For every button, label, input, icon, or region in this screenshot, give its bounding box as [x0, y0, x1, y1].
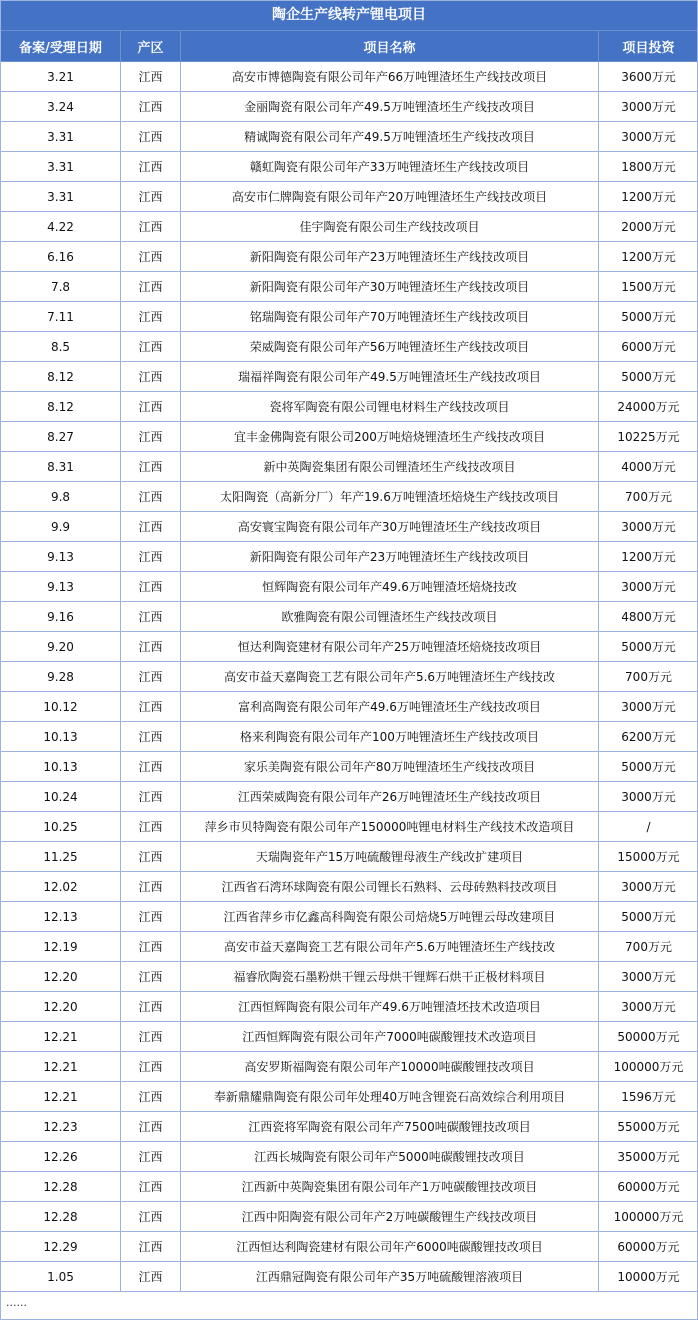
table-row: [1, 362, 698, 392]
cell-investment: 3000万元: [599, 512, 698, 542]
cell-region: 江西: [121, 1082, 181, 1112]
cell-date: 3.21: [1, 62, 121, 92]
cell-date: 8.31: [1, 452, 121, 482]
cell-date: 7.11: [1, 302, 121, 332]
cell-project-name: 江西瓷将军陶瓷有限公司年产7500吨碳酸锂技改项目: [181, 1112, 599, 1142]
cell-project-name: 瓷将军陶瓷有限公司锂电材料生产线技改项目: [181, 392, 599, 422]
cell-investment: 1800万元: [599, 152, 698, 182]
cell-date: 12.28: [1, 1172, 121, 1202]
table-row: [1, 782, 698, 812]
table-row: [1, 1112, 698, 1142]
cell-project-name: 恒达利陶瓷建材有限公司年产25万吨锂渣坯焙烧技改项目: [181, 632, 599, 662]
cell-investment: 1200万元: [599, 242, 698, 272]
table-title: 陶企生产线转产锂电项目: [0, 0, 698, 30]
cell-region: 江西: [121, 842, 181, 872]
table-row: [1, 512, 698, 542]
cell-region: 江西: [121, 302, 181, 332]
table-row: [1, 1142, 698, 1172]
table-row: [1, 572, 698, 602]
cell-project-name: 新阳陶瓷有限公司年产23万吨锂渣坯生产线技改项目: [181, 542, 599, 572]
table-row: [1, 932, 698, 962]
cell-project-name: 瑞福祥陶瓷有限公司年产49.5万吨锂渣坯生产线技改项目: [181, 362, 599, 392]
cell-date: 3.31: [1, 152, 121, 182]
cell-region: 江西: [121, 662, 181, 692]
cell-date: 12.28: [1, 1202, 121, 1232]
cell-region: 江西: [121, 122, 181, 152]
cell-project-name: 江西恒达利陶瓷建材有限公司年产6000吨碳酸锂技改项目: [181, 1232, 599, 1262]
cell-date: 12.21: [1, 1052, 121, 1082]
cell-project-name: 江西省石湾环球陶瓷有限公司锂长石熟料、云母砖熟料技改项目: [181, 872, 599, 902]
cell-region: 江西: [121, 1262, 181, 1292]
cell-investment: 50000万元: [599, 1022, 698, 1052]
cell-investment: 3000万元: [599, 692, 698, 722]
cell-investment: 60000万元: [599, 1232, 698, 1262]
cell-project-name: 家乐美陶瓷有限公司年产80万吨锂渣坯生产线技改项目: [181, 752, 599, 782]
table-row: [1, 1022, 698, 1052]
table-row: [1, 92, 698, 122]
cell-investment: 24000万元: [599, 392, 698, 422]
cell-investment: 3000万元: [599, 572, 698, 602]
cell-region: 江西: [121, 212, 181, 242]
table-row: [1, 422, 698, 452]
cell-region: 江西: [121, 602, 181, 632]
cell-date: 9.16: [1, 602, 121, 632]
cell-date: 9.20: [1, 632, 121, 662]
cell-project-name: 高安市益天嘉陶瓷工艺有限公司年产5.6万吨锂渣坯生产线技改: [181, 932, 599, 962]
table-row: [1, 992, 698, 1022]
table-row: [1, 872, 698, 902]
cell-project-name: 新中英陶瓷集团有限公司锂渣坯生产线技改项目: [181, 452, 599, 482]
table-row: [1, 182, 698, 212]
cell-project-name: 福睿欣陶瓷石墨粉烘干锂云母烘干锂辉石烘干正极材料项目: [181, 962, 599, 992]
cell-region: 江西: [121, 1052, 181, 1082]
cell-date: 12.20: [1, 962, 121, 992]
cell-investment: 3000万元: [599, 872, 698, 902]
cell-project-name: 江西中阳陶瓷有限公司年产2万吨碳酸锂生产线技改项目: [181, 1202, 599, 1232]
cell-region: 江西: [121, 572, 181, 602]
table-row: [1, 1082, 698, 1112]
cell-region: 江西: [121, 362, 181, 392]
cell-date: 10.25: [1, 812, 121, 842]
cell-investment: 5000万元: [599, 302, 698, 332]
projects-table: [0, 30, 698, 1292]
table-row: [1, 452, 698, 482]
cell-project-name: 江西恒辉陶瓷有限公司年产7000吨碳酸锂技术改造项目: [181, 1022, 599, 1052]
cell-date: 11.25: [1, 842, 121, 872]
cell-project-name: 高安寰宝陶瓷有限公司年产30万吨锂渣坯生产线技改项目: [181, 512, 599, 542]
cell-region: 江西: [121, 932, 181, 962]
cell-date: 3.24: [1, 92, 121, 122]
table-row: [1, 392, 698, 422]
cell-region: 江西: [121, 632, 181, 662]
table-row: [1, 1052, 698, 1082]
cell-date: 12.13: [1, 902, 121, 932]
cell-project-name: 高安市仁牌陶瓷有限公司年产20万吨锂渣坯生产线技改项目: [181, 182, 599, 212]
cell-investment: 6000万元: [599, 332, 698, 362]
cell-investment: 15000万元: [599, 842, 698, 872]
cell-project-name: 新阳陶瓷有限公司年产30万吨锂渣坯生产线技改项目: [181, 272, 599, 302]
cell-investment: 1200万元: [599, 182, 698, 212]
cell-investment: 1596万元: [599, 1082, 698, 1112]
cell-date: 1.05: [1, 1262, 121, 1292]
cell-region: 江西: [121, 272, 181, 302]
cell-investment: 3000万元: [599, 92, 698, 122]
cell-date: 8.12: [1, 392, 121, 422]
cell-project-name: 高安罗斯福陶瓷有限公司年产10000吨碳酸锂技改项目: [181, 1052, 599, 1082]
table-row: [1, 242, 698, 272]
cell-date: 12.02: [1, 872, 121, 902]
header-investment: 项目投资: [599, 31, 698, 62]
cell-region: 江西: [121, 1172, 181, 1202]
cell-date: 8.27: [1, 422, 121, 452]
cell-region: 江西: [121, 422, 181, 452]
cell-project-name: 天瑞陶瓷年产15万吨硫酸锂母液生产线改扩建项目: [181, 842, 599, 872]
cell-project-name: 格来利陶瓷有限公司年产100万吨锂渣坯生产线技改项目: [181, 722, 599, 752]
header-row: [1, 31, 698, 62]
cell-region: 江西: [121, 752, 181, 782]
cell-project-name: 恒辉陶瓷有限公司年产49.6万吨锂渣坯焙烧技改: [181, 572, 599, 602]
cell-region: 江西: [121, 812, 181, 842]
cell-date: 10.13: [1, 722, 121, 752]
cell-investment: 4000万元: [599, 452, 698, 482]
table-row: [1, 1262, 698, 1292]
table-row: [1, 1202, 698, 1232]
cell-date: 12.26: [1, 1142, 121, 1172]
cell-project-name: 铭瑞陶瓷有限公司年产70万吨锂渣坯生产线技改项目: [181, 302, 599, 332]
cell-date: 12.21: [1, 1082, 121, 1112]
cell-date: 9.13: [1, 572, 121, 602]
cell-date: 9.8: [1, 482, 121, 512]
cell-region: 江西: [121, 92, 181, 122]
table-row: [1, 692, 698, 722]
table-row: [1, 602, 698, 632]
cell-project-name: 宜丰金佛陶瓷有限公司200万吨焙烧锂渣坯生产线技改项目: [181, 422, 599, 452]
cell-project-name: 江西荣威陶瓷有限公司年产26万吨锂渣坯生产线技改项目: [181, 782, 599, 812]
cell-investment: 3000万元: [599, 122, 698, 152]
cell-investment: 35000万元: [599, 1142, 698, 1172]
cell-date: 10.12: [1, 692, 121, 722]
cell-investment: 10225万元: [599, 422, 698, 452]
cell-project-name: 高安市益天嘉陶瓷工艺有限公司年产5.6万吨锂渣坯生产线技改: [181, 662, 599, 692]
cell-region: 江西: [121, 902, 181, 932]
cell-investment: 700万元: [599, 662, 698, 692]
table-row: [1, 332, 698, 362]
cell-project-name: 太阳陶瓷（高新分厂）年产19.6万吨锂渣坯焙烧生产线技改项目: [181, 482, 599, 512]
cell-project-name: 精诚陶瓷有限公司年产49.5万吨锂渣坯生产线技改项目: [181, 122, 599, 152]
header-date: 备案/受理日期: [1, 31, 121, 62]
cell-investment: 3000万元: [599, 962, 698, 992]
cell-project-name: 赣虹陶瓷有限公司年产33万吨锂渣坯生产线技改项目: [181, 152, 599, 182]
cell-investment: 700万元: [599, 482, 698, 512]
table-row: [1, 302, 698, 332]
cell-project-name: 佳宇陶瓷有限公司生产线技改项目: [181, 212, 599, 242]
cell-region: 江西: [121, 482, 181, 512]
table-row: [1, 272, 698, 302]
cell-date: 3.31: [1, 122, 121, 152]
cell-date: 8.5: [1, 332, 121, 362]
table-row: [1, 722, 698, 752]
cell-region: 江西: [121, 1112, 181, 1142]
cell-date: 3.31: [1, 182, 121, 212]
cell-investment: 100000万元: [599, 1052, 698, 1082]
cell-region: 江西: [121, 992, 181, 1022]
cell-date: 9.28: [1, 662, 121, 692]
cell-investment: 4800万元: [599, 602, 698, 632]
cell-date: 9.13: [1, 542, 121, 572]
more-rows-ellipsis: ......: [6, 1296, 27, 1309]
table-body: [1, 62, 698, 1292]
cell-investment: 5000万元: [599, 752, 698, 782]
cell-investment: 5000万元: [599, 362, 698, 392]
cell-investment: 3000万元: [599, 782, 698, 812]
table-row: [1, 212, 698, 242]
cell-region: 江西: [121, 962, 181, 992]
cell-region: 江西: [121, 392, 181, 422]
table-row: [1, 632, 698, 662]
cell-investment: 5000万元: [599, 902, 698, 932]
header-region: 产区: [121, 31, 181, 62]
cell-date: 6.16: [1, 242, 121, 272]
cell-region: 江西: [121, 152, 181, 182]
table-row: [1, 842, 698, 872]
cell-date: 12.21: [1, 1022, 121, 1052]
table-row: [1, 1172, 698, 1202]
cell-region: 江西: [121, 1202, 181, 1232]
cell-project-name: 欧雅陶瓷有限公司锂渣坯生产线技改项目: [181, 602, 599, 632]
cell-date: 10.13: [1, 752, 121, 782]
cell-investment: 2000万元: [599, 212, 698, 242]
cell-region: 江西: [121, 692, 181, 722]
cell-date: 12.19: [1, 932, 121, 962]
cell-date: 7.8: [1, 272, 121, 302]
cell-region: 江西: [121, 542, 181, 572]
cell-date: 10.24: [1, 782, 121, 812]
table-row: [1, 1232, 698, 1262]
cell-date: 8.12: [1, 362, 121, 392]
table-row: [1, 482, 698, 512]
cell-region: 江西: [121, 1142, 181, 1172]
cell-investment: 55000万元: [599, 1112, 698, 1142]
cell-project-name: 江西恒辉陶瓷有限公司年产49.6万吨锂渣坯技术改造项目: [181, 992, 599, 1022]
header-project-name: 项目名称: [181, 31, 599, 62]
cell-date: 4.22: [1, 212, 121, 242]
cell-project-name: 富利高陶瓷有限公司年产49.6万吨锂渣坯生产线技改项目: [181, 692, 599, 722]
cell-region: 江西: [121, 242, 181, 272]
cell-date: 9.9: [1, 512, 121, 542]
table-row: [1, 962, 698, 992]
cell-investment: 60000万元: [599, 1172, 698, 1202]
cell-project-name: 新阳陶瓷有限公司年产23万吨锂渣坯生产线技改项目: [181, 242, 599, 272]
cell-project-name: 江西长城陶瓷有限公司年产5000吨碳酸锂技改项目: [181, 1142, 599, 1172]
cell-region: 江西: [121, 452, 181, 482]
table-row: [1, 902, 698, 932]
cell-region: 江西: [121, 782, 181, 812]
table-row: [1, 812, 698, 842]
cell-investment: /: [599, 812, 698, 842]
cell-region: 江西: [121, 332, 181, 362]
cell-project-name: 奉新鼎耀鼎陶瓷有限公司年处理40万吨含锂瓷石高效综合利用项目: [181, 1082, 599, 1112]
cell-date: 12.20: [1, 992, 121, 1022]
table-row: [1, 542, 698, 572]
cell-investment: 3600万元: [599, 62, 698, 92]
table-row: [1, 62, 698, 92]
cell-date: 12.23: [1, 1112, 121, 1142]
cell-date: 12.29: [1, 1232, 121, 1262]
cell-project-name: 江西省萍乡市亿鑫高科陶瓷有限公司焙烧5万吨锂云母改建项目: [181, 902, 599, 932]
table-row: [1, 152, 698, 182]
cell-project-name: 荣威陶瓷有限公司年产56万吨锂渣坯生产线技改项目: [181, 332, 599, 362]
cell-project-name: 金丽陶瓷有限公司年产49.5万吨锂渣坯生产线技改项目: [181, 92, 599, 122]
cell-investment: 10000万元: [599, 1262, 698, 1292]
table-row: [1, 752, 698, 782]
cell-investment: 700万元: [599, 932, 698, 962]
cell-region: 江西: [121, 1022, 181, 1052]
cell-investment: 5000万元: [599, 632, 698, 662]
cell-region: 江西: [121, 1232, 181, 1262]
cell-region: 江西: [121, 722, 181, 752]
cell-investment: 6200万元: [599, 722, 698, 752]
cell-project-name: 江西鼎冠陶瓷有限公司年产35万吨硫酸锂溶液项目: [181, 1262, 599, 1292]
cell-investment: 1500万元: [599, 272, 698, 302]
cell-region: 江西: [121, 872, 181, 902]
cell-project-name: 萍乡市贝特陶瓷有限公司年产150000吨锂电材料生产线技术改造项目: [181, 812, 599, 842]
cell-project-name: 高安市博德陶瓷有限公司年产66万吨锂渣坯生产线技改项目: [181, 62, 599, 92]
table-row: [1, 662, 698, 692]
cell-investment: 100000万元: [599, 1202, 698, 1232]
cell-investment: 1200万元: [599, 542, 698, 572]
cell-investment: 3000万元: [599, 992, 698, 1022]
cell-region: 江西: [121, 182, 181, 212]
cell-region: 江西: [121, 62, 181, 92]
table-row: [1, 122, 698, 152]
cell-project-name: 江西新中英陶瓷集团有限公司年产1万吨碳酸锂技改项目: [181, 1172, 599, 1202]
cell-region: 江西: [121, 512, 181, 542]
